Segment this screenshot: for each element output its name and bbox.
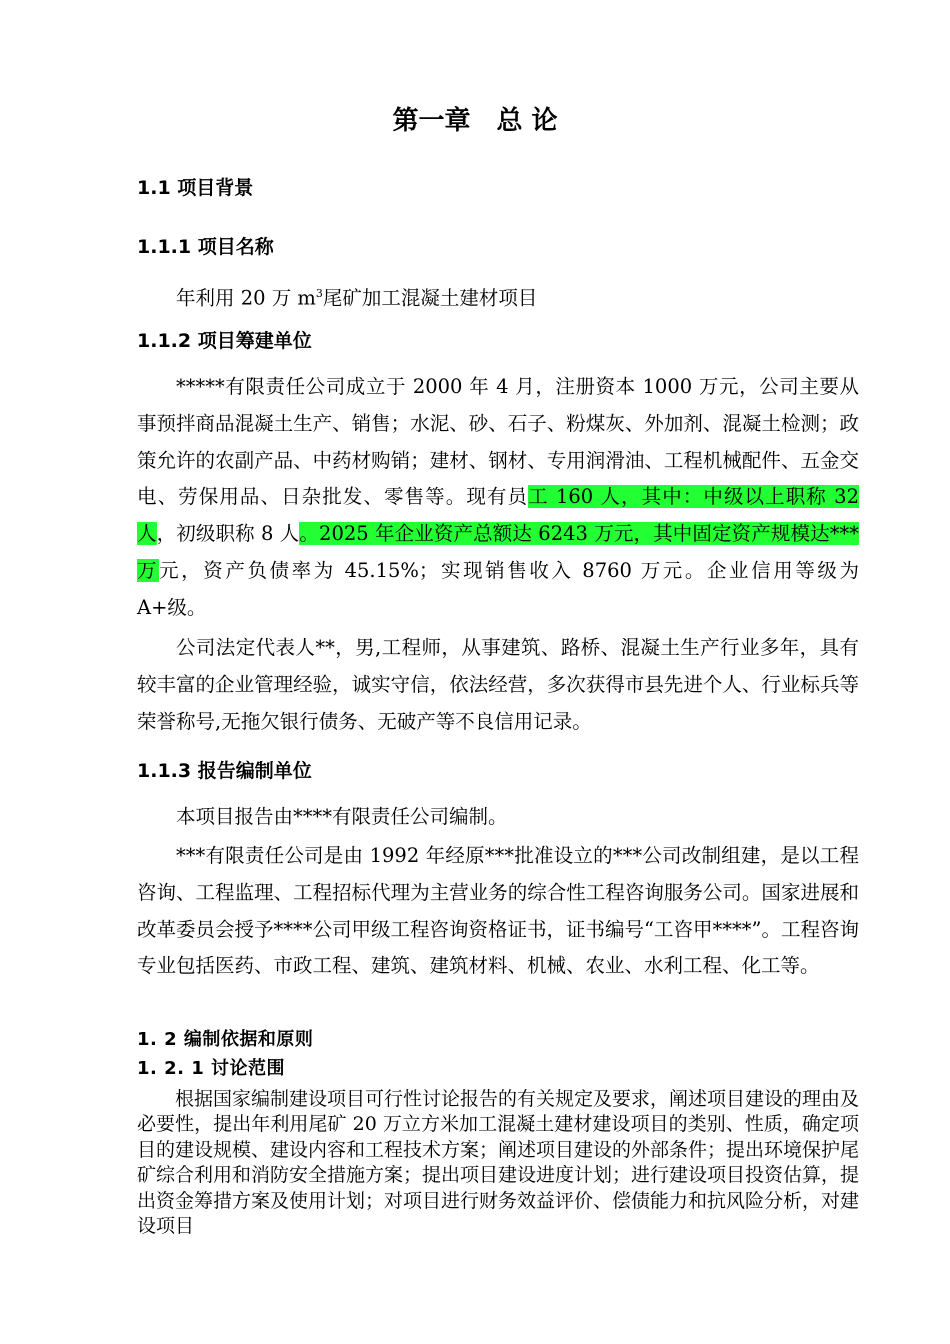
report-unit-paragraph: 本项目报告由****有限责任公司编制。 xyxy=(176,805,508,828)
company-text-b: ，初级职称 8 人 xyxy=(156,522,300,546)
section-heading-1-1-2: 1.1.2 项目筹建单位 xyxy=(137,330,312,352)
company-text-c: 元，资产负债率为 45.15%；实现销售收入 8760 万元。企业信用等级为 A+级。 xyxy=(137,558,859,619)
chapter-title: 第一章 总 论 xyxy=(392,106,558,136)
project-name-superscript: 3 xyxy=(315,287,323,300)
highlight-staff: 工 160 人，其中：中级以上职称 32 人 xyxy=(137,485,859,546)
section-heading-1-1-1: 1.1.1 项目名称 xyxy=(137,236,274,258)
project-name-paragraph xyxy=(137,276,859,317)
section-heading-1-1: 1.1 项目背景 xyxy=(137,177,254,199)
scope-paragraph: 根据国家编制建设项目可行性讨论报告的有关规定及要求，阐述项目建设的理由及必要性，提出年利用尾矿 20 万立方米加工混凝土建材建设项目的类别、性质，确定项目的建设规模、建设内容和工程技术方案；阐述项目建设的外部条件；提出环境保护尾矿综合利用和消防安全措施方案；提出项目建设进度计划；进行建设项目投资估算，提出资金筹措方案及使用计划；对项目进行财务效益评价、偿债能力和抗风险分析，对建设项目 xyxy=(137,1088,860,1238)
project-name-text-b: 尾矿加工混凝土建材项目 xyxy=(322,286,538,310)
consultancy-paragraph: ***有限责任公司是由 1992 年经原***批准设立的***公司改制组建，是以工程咨询、工程监理、工程招标代理为主营业务的综合性工程咨询服务公司。国家进展和改革委员会授予****公司甲级工程咨询资格证书，证书编号“工咨甲****”。工程咨询专业包括医药、市政工程、建筑、建筑材料、机械、农业、水利工程、化工等。 xyxy=(137,844,859,978)
project-name-text-a: 年利用 20 万 m xyxy=(176,286,316,310)
section-heading-1-2: 1. 2 编制依据和原则 xyxy=(137,1029,314,1050)
company-text-a: *****有限责任公司成立于 2000 年 4 月，注册资本 1000 万元，公司主要从事预拌商品混凝土生产、销售；水泥、砂、石子、粉煤灰、外加剂、混凝土检测；政策允许的农副产品、中药材购销；建材、钢材、专用润滑油、工程机械配件、五金交电、劳保用品、日杂批发、零售等。现有员 xyxy=(137,375,859,509)
legal-rep-paragraph: 公司法定代表人**，男,工程师，从事建筑、路桥、混凝土生产行业多年，具有较丰富的企业管理经验，诚实守信，依法经营，多次获得市县先进个人、行业标兵等荣誉称号,无拖欠银行债务、无破产等不良信用记录。 xyxy=(137,636,859,733)
company-paragraph xyxy=(137,369,859,627)
section-heading-1-2-1: 1. 2. 1 讨论范围 xyxy=(137,1058,286,1079)
highlight-assets: 。2025 年企业资产总额达 6243 万元，其中固定资产规模达***万 xyxy=(137,522,859,582)
section-heading-1-1-3: 1.1.3 报告编制单位 xyxy=(137,760,312,782)
